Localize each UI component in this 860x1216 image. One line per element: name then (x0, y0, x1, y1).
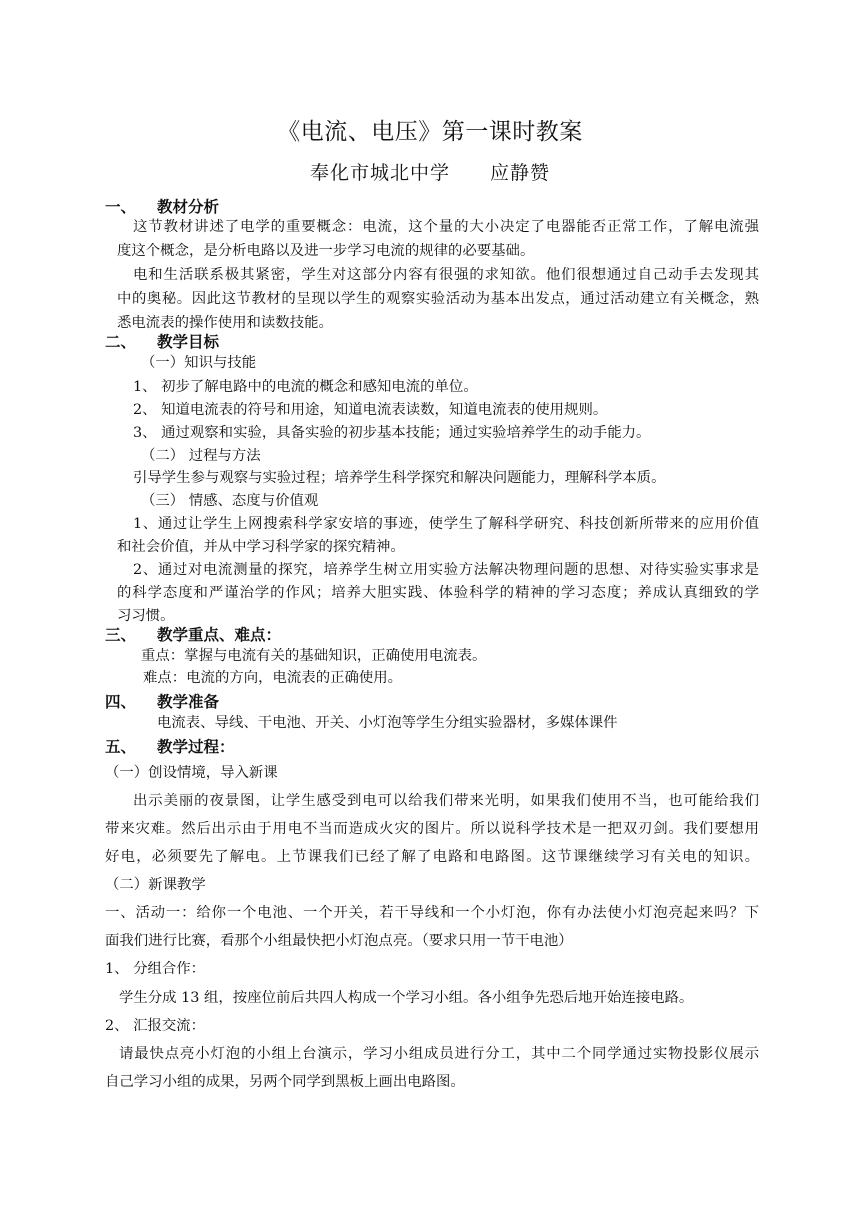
section-number: 一、 (105, 198, 137, 216)
text-line: 悉电流表的操作使用和读数技能。 (117, 315, 333, 331)
text-line: 2、 知道电流表的符号和用途，知道电流表读数，知道电流表的使用规则。 (133, 402, 608, 418)
text-line: 这节教材讲述了电学的重要概念：电流，这个量的大小决定了电器能否正常工作，了解电流强 (133, 219, 759, 235)
text-line: 难点：电流的方向，电流表的正确使用。 (143, 670, 403, 686)
text-line: 重点：掌握与电流有关的基础知识，正确使用电流表。 (141, 648, 487, 664)
text-line: 1、 初步了解电路中的电流的概念和感知电流的单位。 (133, 379, 478, 395)
text-line: （一）创设情境，导入新课 (105, 765, 278, 781)
text-line: 3、 通过观察和实验，具备实验的初步基本技能；通过实验培养学生的动手能力。 (133, 425, 651, 441)
section-number: 三、 (105, 626, 137, 644)
text-line: 一、活动一：给你一个电池、一个开关，若干导线和一个小灯泡，你有办法使小灯泡亮起来吗？下 (105, 905, 759, 921)
section-title: 教学重点、难点： (157, 626, 282, 644)
section-heading (105, 693, 219, 712)
section-heading (105, 333, 219, 352)
text-line: 出示美丽的夜景图，让学生感受到电可以给我们带来光明，如果我们使用不当，也可能给我们 (133, 793, 759, 809)
text-line: 请最快点亮小灯泡的小组上台演示，学习小组成员进行分工，其中二个同学通过实物投影仪展示 (119, 1046, 759, 1062)
section-title: 教学过程： (157, 738, 235, 756)
section-title: 教材分析 (157, 198, 220, 216)
text-line: 带来灾难。然后出示由于用电不当而造成火灾的图片。所以说科学技术是一把双刃剑。我们要想用 (105, 821, 759, 837)
section-heading (105, 626, 281, 645)
text-line: 中的奥秘。因此这节教材的呈现以学生的观察实验活动为基本出发点，通过活动建立有关概念，熟 (117, 291, 759, 307)
text-line: 1、通过让学生上网搜索科学家安培的事迹，使学生了解科学研究、科技创新所带来的应用价值 (133, 516, 759, 532)
text-line: 面我们进行比赛，看那个小组最快把小灯泡点亮。（要求只用一节干电池） (105, 933, 573, 949)
text-line: 自己学习小组的成果，另两个同学到黑板上画出电路图。 (105, 1074, 465, 1090)
section-heading (105, 198, 219, 217)
author-name: 应静赞 (490, 162, 551, 184)
text-line: （二）新课教学 (105, 877, 206, 893)
text-line: 学生分成 13 组，按座位前后共四人构成一个学习小组。各小组争先恐后地开始连接电路。 (119, 990, 694, 1006)
text-line: 电流表、导线、干电池、开关、小灯泡等学生分组实验器材，多媒体课件 (157, 715, 618, 731)
text-line: 和社会价值，并从中学习科学家的探究精神。 (117, 539, 405, 555)
text-line: （一）知识与技能 (141, 355, 257, 371)
text-line: 度这个概念，是分析电路以及进一步学习电流的规律的必要基础。 (117, 243, 535, 259)
text-line: （三） 情感、态度与价值观 (141, 493, 319, 509)
section-title: 教学准备 (157, 693, 220, 711)
text-line: 的科学态度和严谨治学的作风；培养大胆实践、体验科学的精神的学习态度；养成认真细致的学 (117, 585, 759, 601)
section-number: 四、 (105, 693, 137, 711)
text-line: （二） 过程与方法 (141, 448, 261, 464)
text-line: 引导学生参与观察与实验过程；培养学生科学探究和解决问题能力，理解科学本质。 (133, 470, 666, 486)
author-line (0, 158, 860, 185)
text-line: 好电，必须要先了解电。上节课我们已经了解了电路和电路图。这节课继续学习有关电的知识。 (105, 849, 759, 865)
section-number: 五、 (105, 738, 137, 756)
section-number: 二、 (105, 333, 137, 351)
section-title: 教学目标 (157, 333, 220, 351)
section-heading (105, 738, 235, 757)
text-line: 电和生活联系极其紧密，学生对这部分内容有很强的求知欲。他们很想通过自己动手去发现其 (133, 267, 759, 283)
text-line: 2、 汇报交流： (105, 1018, 206, 1034)
school-name: 奉化市城北中学 (309, 162, 450, 184)
text-line: 习习惯。 (117, 608, 175, 624)
text-line: 2、通过对电流测量的探究，培养学生树立用实验方法解决物理问题的思想、对待实验实事求是 (133, 562, 759, 578)
text-line: 1、 分组合作： (105, 961, 206, 977)
page-title: 《电流、电压》第一课时教案 (277, 119, 583, 145)
